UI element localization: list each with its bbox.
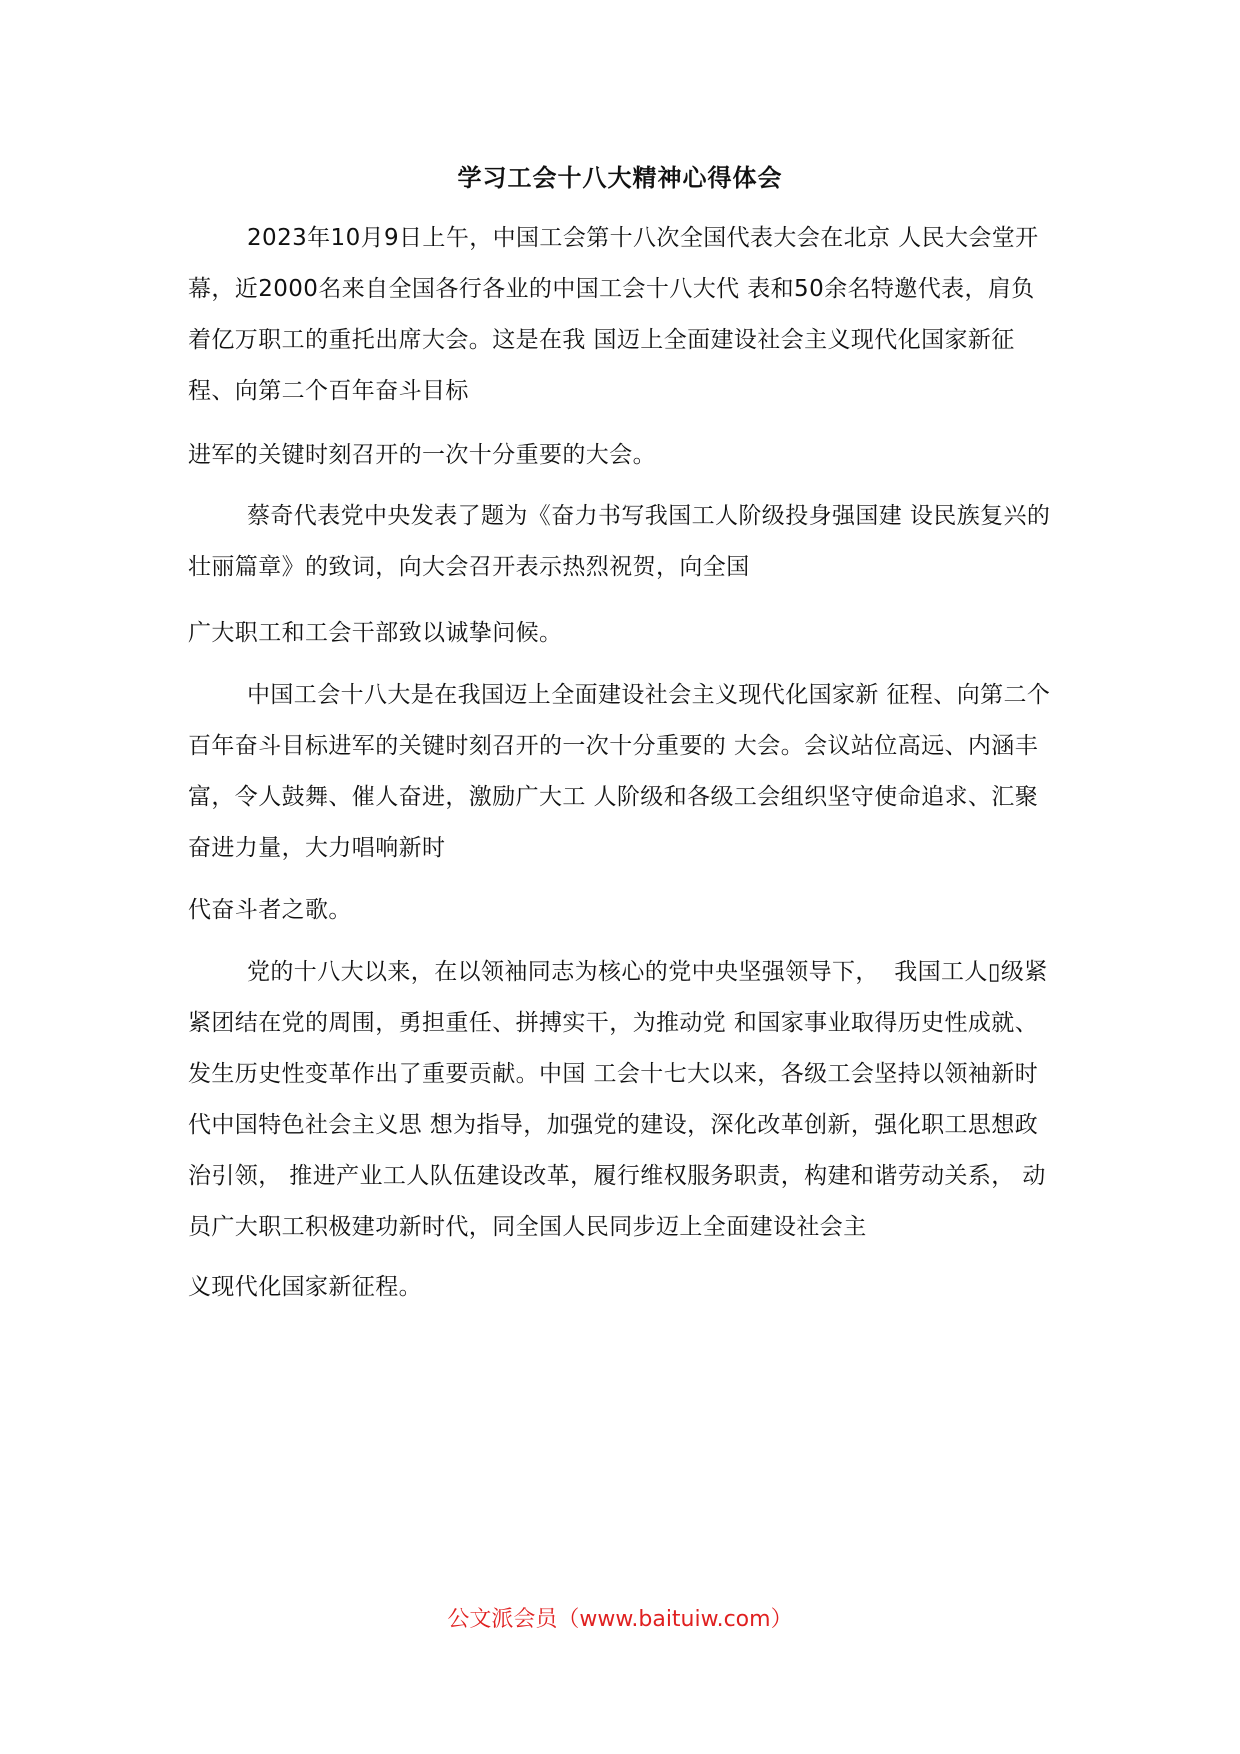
document-title: 学习工会十八大精神心得体会 bbox=[457, 164, 783, 192]
paragraph-3-continuation: 代奋斗者之歌。 bbox=[188, 897, 352, 923]
paragraph-2-continuation: 广大职工和工会干部致以诚挚问候。 bbox=[188, 620, 563, 646]
paragraph-1-continuation: 进军的关键时刻召开的一次十分重要的大会。 bbox=[188, 442, 656, 468]
paragraph-2: 蔡奇代表党中央发表了题为《奋力书写我国工人阶级投身强国建 设民族复兴的壮丽篇章》的致词，向大会召开表示热烈祝贺，向全国 bbox=[188, 503, 1051, 580]
paragraph-1: 2023年10月9日上午，中国工会第十八次全国代表大会在北京 人民大会堂开幕，近2000名来自全国各行各业的中国工会十八大代 表和50余名特邀代表，肩负着亿万职工的重托出席大会。这是在我 国迈上全面建设社会主义现代化国家新征程、向第二个百年奋斗目标 bbox=[188, 225, 1039, 404]
paragraph-4: 党的十八大以来，在以领袖同志为核心的党中央坚强领导下， 我国工人▯级紧紧团结在党的周围，勇担重任、拼搏实干，为推动党 和国家事业取得历史性成就、发生历史性变革作出了重要贡献。中国 工会十七大以来，各级工会坚持以领袖新时代中国特色社会主义思 想为指导，加强党的建设，深化改革创新，强化职工思想政治引领， 推进产业工人队伍建设改革，履行维权服务职责，构建和谐劳动关系， 动员广大职工积极建功新时代，同全国人民同步迈上全面建设社会主 bbox=[188, 959, 1048, 1240]
paragraph-4-continuation: 义现代化国家新征程。 bbox=[188, 1274, 422, 1300]
footer-watermark-link[interactable]: 公文派会员（www.baituiw.com） bbox=[447, 1607, 793, 1632]
paragraph-3: 中国工会十八大是在我国迈上全面建设社会主义现代化国家新 征程、向第二个百年奋斗目标进军的关键时刻召开的一次十分重要的 大会。会议站位高远、内涵丰富，令人鼓舞、催人奋进，激励广大工 人阶级和各级工会组织坚守使命追求、汇聚奋进力量，大力唱响新时 bbox=[188, 682, 1051, 861]
